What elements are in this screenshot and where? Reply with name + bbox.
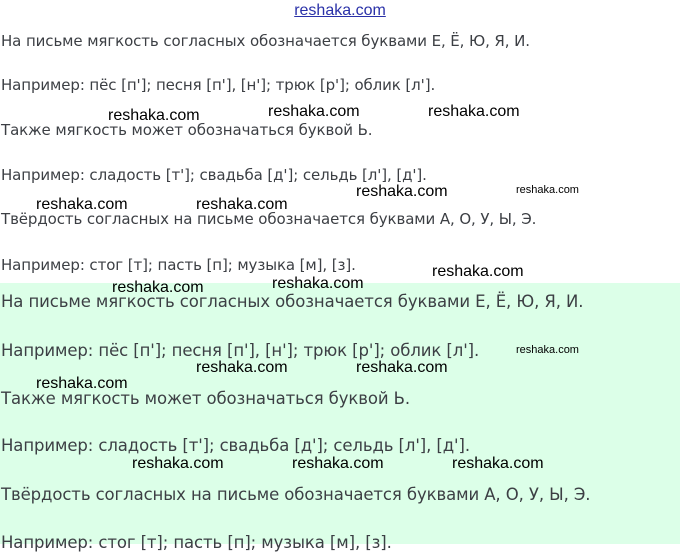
hardness-example-line: Например: стог [т]; пасть [п]; музыка [м], [з]. <box>1 533 392 552</box>
softness-vowels-line: На письме мягкость согласных обозначается буквами Е, Ё, Ю, Я, И. <box>1 32 530 50</box>
soft-sign-example-line: Например: сладость [т']; свадьба [д']; сельдь [л'], [д']. <box>1 436 470 455</box>
soft-sign-line: Также мягкость может обозначаться буквой Ь. <box>1 121 373 139</box>
site-link[interactable]: reshaka.com <box>294 2 386 19</box>
watermark: reshaka.com <box>516 184 579 196</box>
watermark: reshaka.com <box>108 107 200 124</box>
watermark: reshaka.com <box>452 455 544 472</box>
watermark: reshaka.com <box>428 103 520 120</box>
watermark: reshaka.com <box>268 103 360 120</box>
softness-example-line: Например: пёс [п']; песня [п'], [н']; трюк [р']; облик [л']. <box>1 341 480 360</box>
green-section <box>0 283 680 544</box>
watermark: reshaka.com <box>356 359 448 376</box>
soft-sign-example-line: Например: сладость [т']; свадьба [д']; сельдь [л'], [д']. <box>1 166 427 184</box>
watermark: reshaka.com <box>516 344 579 356</box>
watermark: reshaka.com <box>292 455 384 472</box>
softness-example-line: Например: пёс [п']; песня [п'], [н']; трюк [р']; облик [л']. <box>1 76 436 94</box>
watermark: reshaka.com <box>132 455 224 472</box>
watermark: reshaka.com <box>432 263 524 280</box>
watermark: reshaka.com <box>356 183 448 200</box>
softness-vowels-line: На письме мягкость согласных обозначается буквами Е, Ё, Ю, Я, И. <box>1 292 584 311</box>
watermark: reshaka.com <box>196 359 288 376</box>
watermark: reshaka.com <box>36 196 128 213</box>
soft-sign-line: Также мягкость может обозначаться буквой Ь. <box>1 389 411 408</box>
watermark: reshaka.com <box>196 196 288 213</box>
watermark: reshaka.com <box>36 375 128 392</box>
hardness-example-line: Например: стог [т]; пасть [п]; музыка [м], [з]. <box>1 256 356 274</box>
watermark: reshaka.com <box>112 279 204 296</box>
hardness-vowels-line: Твёрдость согласных на письме обозначается буквами А, О, У, Ы, Э. <box>1 485 591 504</box>
watermark: reshaka.com <box>272 275 364 292</box>
hardness-vowels-line: Твёрдость согласных на письме обозначается буквами А, О, У, Ы, Э. <box>1 210 537 228</box>
